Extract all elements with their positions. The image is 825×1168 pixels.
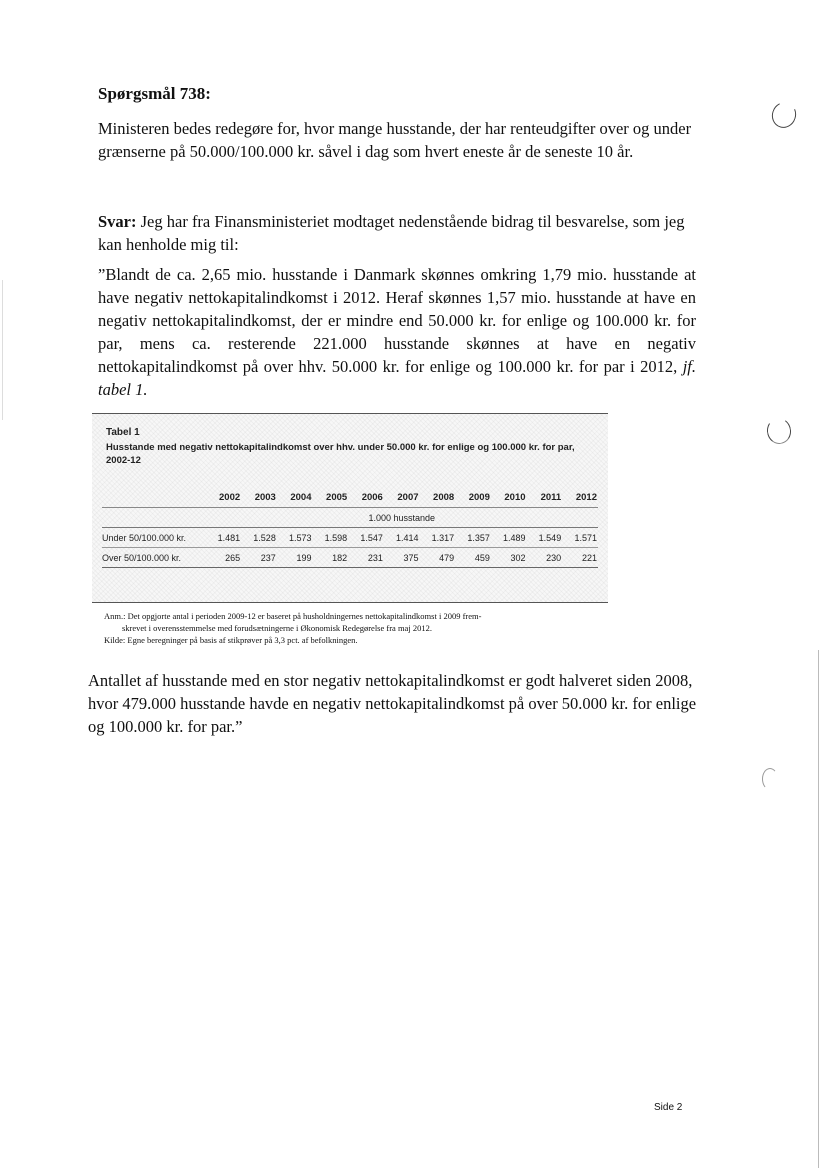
scan-edge-line (2, 280, 3, 420)
table-grid (102, 488, 598, 568)
row-label: Under 50/100.000 kr. (102, 528, 205, 548)
table-cell: 1.598 (313, 528, 349, 548)
table-cell: 237 (241, 548, 277, 568)
table-cell: 199 (277, 548, 313, 568)
table-cell: 1.549 (527, 528, 563, 548)
table-cell: 1.573 (277, 528, 313, 548)
table-1 (92, 413, 608, 603)
year-header: 2008 (420, 488, 456, 508)
year-header: 2012 (562, 488, 598, 508)
answer-quote (98, 263, 696, 401)
table-cell: 230 (527, 548, 563, 568)
punch-hole-mark (765, 416, 793, 446)
year-header: 2010 (491, 488, 527, 508)
note-anm-line2: skrevet i overensstemmelse med forudsætningerne i Økonomisk Redegørelse fra maj 2012. (122, 623, 432, 633)
year-header: 2004 (277, 488, 313, 508)
question-heading: Spørgsmål 738: (98, 84, 211, 103)
answer-label: Svar: (98, 212, 137, 231)
year-header: 2006 (348, 488, 384, 508)
note-source: Kilde: Egne beregninger på basis af stikprøver på 3,3 pct. af befolkningen. (104, 635, 358, 645)
table-cell: 302 (491, 548, 527, 568)
table-cell: 182 (313, 548, 349, 568)
year-header: 2009 (455, 488, 491, 508)
row-label: Over 50/100.000 kr. (102, 548, 205, 568)
year-header: 2002 (205, 488, 241, 508)
table-cell: 265 (205, 548, 241, 568)
table-reference: jf. tabel 1. (98, 357, 696, 399)
table-notes (104, 610, 604, 646)
year-header: 2003 (241, 488, 277, 508)
scan-edge-line (818, 650, 819, 1168)
year-header: 2005 (313, 488, 349, 508)
table-cell: 1.547 (348, 528, 384, 548)
year-header: 2007 (384, 488, 420, 508)
table-unit: 1.000 husstande (205, 508, 598, 528)
punch-hole-mark (762, 768, 778, 790)
table-row (102, 548, 598, 568)
table-row (102, 528, 598, 548)
table-cell: 1.317 (420, 528, 456, 548)
answer-intro-text: Jeg har fra Finansministeriet modtaget nedenstående bidrag til besvarelse, som jeg kan henholde mig til: (98, 212, 685, 254)
table-cell: 1.489 (491, 528, 527, 548)
table-cell: 1.414 (384, 528, 420, 548)
table-unit-row (102, 508, 598, 528)
table-cell: 1.481 (205, 528, 241, 548)
table-cell: 479 (420, 548, 456, 568)
table-cell: 1.528 (241, 528, 277, 548)
question-text: Ministeren bedes redegøre for, hvor mange husstande, der har renteudgifter over og under grænserne på 50.000/100.000 kr. såvel i dag som hvert eneste år de seneste 10 år. (98, 119, 692, 161)
table-label: Tabel 1 (106, 427, 140, 438)
closing-paragraph: Antallet af husstande med en stor negativ nettokapitalindkomst er godt halveret siden 2008, hvor 479.000 husstande havde en negativ nettokapitalindkomst på over 50.000 kr. for enlige og 100.000 kr. for par.” (88, 671, 697, 736)
table-cell: 1.357 (455, 528, 491, 548)
table-cell: 231 (348, 548, 384, 568)
year-header: 2011 (527, 488, 563, 508)
answer-intro (98, 210, 698, 256)
table-cell: 221 (562, 548, 598, 568)
table-cell: 375 (384, 548, 420, 568)
note-anm-line1: Anm.: Det opgjorte antal i perioden 2009-12 er baseret på husholdningernes nettokapitalindkomst i 2009 frem- (104, 611, 482, 621)
punch-hole-mark (768, 99, 799, 132)
table-cell: 459 (455, 548, 491, 568)
quote-main-text: ”Blandt de ca. 2,65 mio. husstande i Danmark skønnes omkring 1,79 mio. husstande at have negativ nettokapitalindkomst i 2012. Heraf skønnes 1,57 mio. husstande at have en negativ nettokapitalindkomst, der er mindre end 50.000 kr. for enlige og 100.000 kr. for par, mens ca. resterende 221.000 husstande skønnes at have en negativ nettokapitalindkomst på over hhv. 50.000 kr. for enlige og 100.000 kr. for par i 2012, (98, 265, 696, 376)
table-title: Husstande med negativ nettokapitalindkomst over hhv. under 50.000 kr. for enlige og 100.000 kr. for par, 2002-12 (106, 442, 575, 466)
table-header-row (102, 488, 598, 508)
page-number: Side 2 (654, 1102, 683, 1113)
table-cell: 1.571 (562, 528, 598, 548)
